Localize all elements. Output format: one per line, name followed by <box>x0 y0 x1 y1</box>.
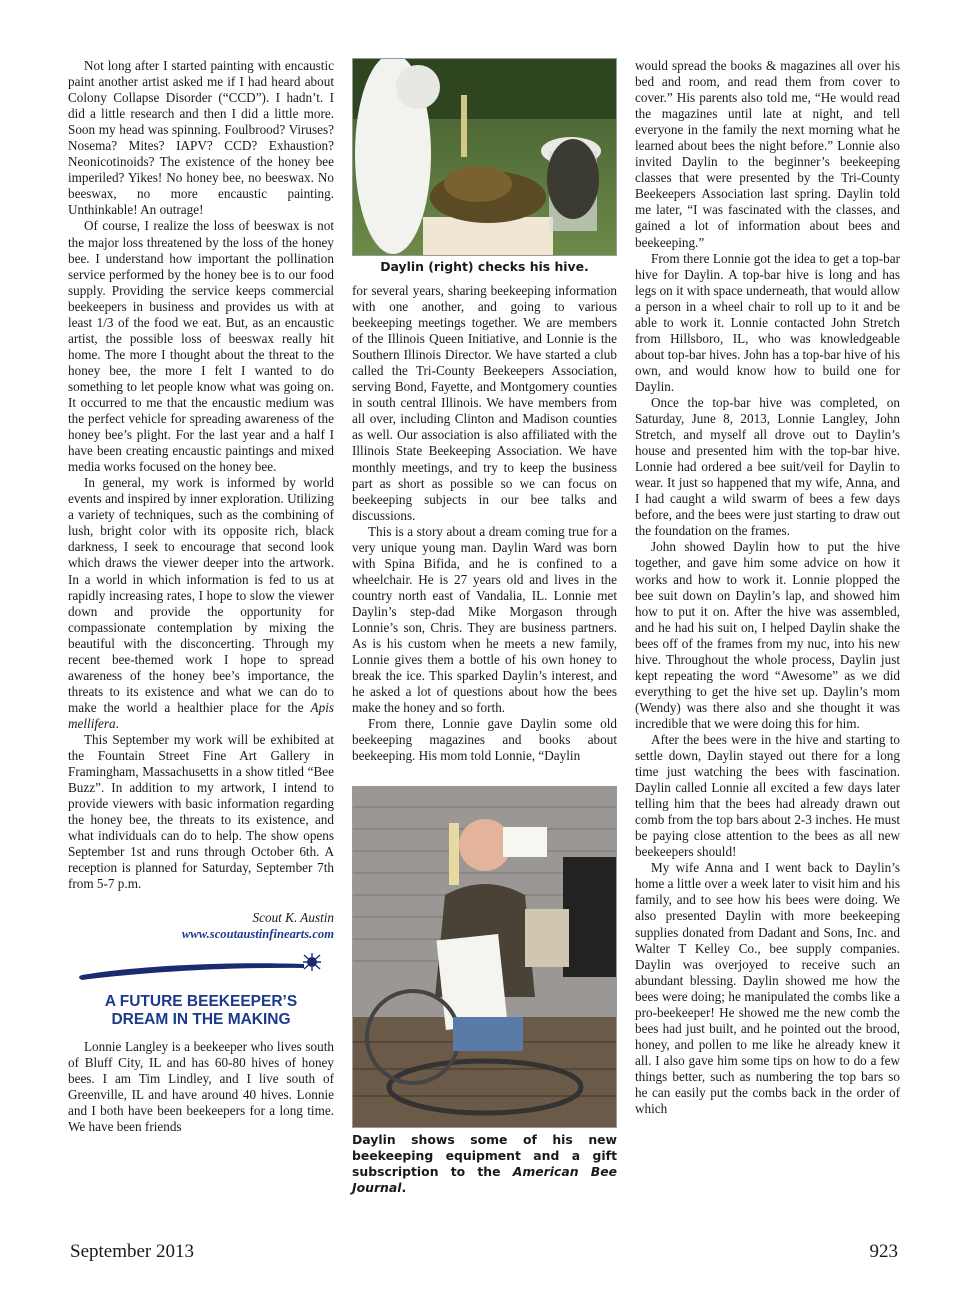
paragraph: My wife Anna and I went back to Daylin’s home a little over a week later to visit him and his family, and to see how his bees were doing. We also presented Daylin with more beekeeping supplies donated from Dadant and Sons, Inc. and Walter T Kelley Co., bee supply companies. Daylin was overjoyed to receive such an abundant blessing. Daylin showed me how the bees were doing; he manipulated the combs like a pro-beekeeper! He showed me the new comb the bees had just built, and he pointed out the brood, honey, and pollen to me like he already knew it all. I also gave him some tips on how to do a few things better, such as numbering the top bars so he can easily put the combs back in the order of which <box>635 860 900 1117</box>
photo-caption <box>352 1132 617 1196</box>
paragraph: In general, my work is informed by world events and inspired by inner exploration. Utilizing a variety of techniques, such as the combining of lush, bright color with its opposite rich, black darkness, I seek to encourage that second look which draws the viewer deeper into the artwork. In a world in which information is fed to us at rapidly increasing rates, I hope to slow the viewer down and provide the opportunity for compassionate contemplation by mixing the beautiful with the disconcerting. Through my recent bee-themed work I hope to spread awareness of the honey bee’s importance, the threats to its existence and what we can do to make the world a healthier place for the Apis mellifera. <box>68 475 334 731</box>
paragraph: for several years, sharing beekeeping information with one another, and going to various beekeeping meetings together. We are members of the Illinois Queen Initiative, and Lonnie is the Southern Illinois Director. We have started a club called the Tri-County Beekeepers Association, serving Bond, Fayette, and Montgomery counties in south central Illinois. We have members from all over, including Clinton and Madison counties as well. Our association is also affiliated with the Illinois State Beekeeping Association. We have monthly meetings, and try to keep the business part as short as possible so we can focus on beekeeping subjects in our bee talks and discussions. <box>352 283 617 523</box>
paragraph: From there Lonnie got the idea to get a top-bar hive for Daylin. A top-bar hive is long and has legs on it with space underneath, that would allow a person in a wheel chair to roll up to it and be able to work it. Lonnie contacted John Stretch from Hillsboro, IL, who was knowledgeable about top-bar hives. John has a top-bar hive of his own, and would know how to build one for Daylin. <box>635 250 900 394</box>
author-website-link[interactable]: www.scoutaustinfinearts.com <box>181 927 334 942</box>
photo-hive-check <box>352 58 617 256</box>
paragraph: This is a story about a dream coming true for a very unique young man. Daylin Ward was born with Spina Bifida, and he is confined to a wheelchair. He is 27 years old and lives in the country north east of Vandalia, IL. Lonnie met Daylin’s step-dad Mike Morgason through Lonnie’s son, Chris. They are business partners. As is his custom when he meets a new family, Lonnie gives them a bottle of his own honey to break the ice. This sparked Daylin’s interest, and he asked a lot of questions about how the bees make the honey and so forth. <box>352 523 617 716</box>
paragraph: After the bees were in the hive and starting to settle down, Daylin stayed out there for a long time just watching the bees with fascination. Daylin called Lonnie all excited a few days later telling him that the bees had already drawn out comb from the top bars about 2-3 inches. He must be paying close attention to the bees as all new beekeepers should! <box>635 731 900 860</box>
paragraph: John showed Daylin how to put the hive together, and gave him some advice on how it works and how to work it. Lonnie plopped the bee suit down on Daylin’s lap, and showed him how to put it on. After the hive was assembled, and he had his suit on, I helped Daylin shake the bees off of the frames from my nuc, into his new hive. Throughout the whole process, Daylin just kept repeating the word “Awesome” as we did everything to get the hive set up. Daylin’s mom (Wendy) was there also and she thought it was incredible that we were doing this for him. <box>635 539 900 731</box>
paragraph: This September my work will be exhibited at the Fountain Street Fine Art Gallery in Framingham, Massachusetts in a show titled “Bee Buzz”. In addition to my artwork, I intend to provide viewers with basic information regarding the honey bee, the threats to its existence, and what individuals can do to help. The show opens September 1st and runs through October 6th. A reception is planned for Saturday, September 7th from 5-7 p.m. <box>68 731 334 892</box>
bee-icon <box>303 953 321 971</box>
species-name: Apis mellifera <box>68 699 334 731</box>
article-headline <box>68 993 334 1029</box>
paragraph: Of course, I realize the loss of beeswax is not the major loss threatened by the loss of the honey bee. I understand how important the pollination service performed by the honey bee is to our food supply. Providing the service keeps commercial beekeepers in business and provides us with at least 1/3 of the food we eat. But, as an encaustic artist, the possible loss of beeswax really hit home. The more I thought about the threat to the honey bee, the more I felt I wanted to do something to let people know what was going on. It occurred to me that the encaustic medium was the perfect vehicle for spreading awareness of the honey bee’s plight. For the last year and a half I have been creating encaustic paintings and mixed media works focused on the honey bee. <box>68 218 334 475</box>
column-2 <box>352 58 617 1204</box>
column-3 <box>635 58 900 1117</box>
footer-date: September 2013 <box>70 1241 195 1262</box>
headline-line: DREAM IN THE MAKING <box>111 1010 291 1028</box>
paragraph: would spread the books & magazines all over his bed and room, and read them from cover to cover.” His parents also told me, “He would read the magazines until late at night, and tell everyone in the family the next morning what he learned about bees the night before.” Lonnie also invited Daylin to the beginner’s beekeeping classes that were presented by the Tri-County Beekeepers Association last spring. Daylin told me later, “I was fascinated with the classes, and gained a lot of information about bees and beekeeping.” <box>635 58 900 250</box>
paragraph: From there, Lonnie gave Daylin some old beekeeping magazines and books about beekeeping. His mom told Lonnie, “Daylin <box>352 716 617 764</box>
caption-text: Daylin shows some of his new beekeeping equipment and a gift subscription to the <box>352 1132 617 1180</box>
daylin-photo-image <box>353 787 616 1127</box>
page-number: 923 <box>869 1241 898 1262</box>
paragraph: Not long after I started painting with encaustic paint another artist asked me if I had heard about Colony Collapse Disorder (“CCD”). I hadn’t. I did a little research and then I did a little more. Soon my head was spinning. Foulbrood? Viruses? Nosema? Mites? IAPV? CCD? Exhaustion? Neonicotinoids? The existence of the honey bee imperiled? Yikes! No honey bee, no beeswax. No beeswax, no more encaustic painting. Unthinkable! An outrage! <box>68 58 334 218</box>
magazine-title: American Bee Journal <box>352 1164 618 1196</box>
brush-stroke-divider <box>68 953 334 987</box>
photo-caption: Daylin (right) checks his hive. <box>380 259 589 274</box>
headline-line: A FUTURE BEEKEEPER’S <box>104 992 298 1010</box>
caption-text: . <box>401 1180 407 1196</box>
author-name: Scout K. Austin <box>252 910 334 926</box>
author-signature <box>68 910 334 942</box>
paragraph: Lonnie Langley is a beekeeper who lives south of Bluff City, IL and has 60-80 hives of honey bees. I am Tim Lindley, and I live south of Greenville, IL and have around 40 hives. Lonnie and I both have been beekeepers for a long time. We have been friends <box>68 1038 334 1134</box>
column-1 <box>68 58 334 1135</box>
photo-daylin-equipment <box>352 786 617 1128</box>
hive-photo-image <box>353 59 616 255</box>
paragraph-text: In general, my work is informed by world events and inspired by inner exploration. Utilizing a variety of techniques, such as the combining of lush, bright color with its opposite rich, black darkness, I seek to encourage that second look which draws the viewer deeper into the artwork. In a world in which information is fed to us at rapidly increasing rates, I hope to slow the viewer down and provide the opportunity for compassionate contemplation by mixing the beautiful with the disconcerting. Through my recent bee-themed work I hope to spread awareness of the honey bee’s importance, the threats to its existence and what we can do to make the world a healthier place for the <box>68 475 334 715</box>
paragraph: Once the top-bar hive was completed, on Saturday, June 8, 2013, Lonnie Langley, John Stretch, and myself all drove out to Daylin’s house and presented him with the top-bar hive. Lonnie had ordered a bee suit/veil for Daylin to wear. It just so happened that my wife, Anna, and I had caught a wild swarm of bees a few days before, and the bees were just starting to draw out the foundation on the frames. <box>635 394 900 539</box>
